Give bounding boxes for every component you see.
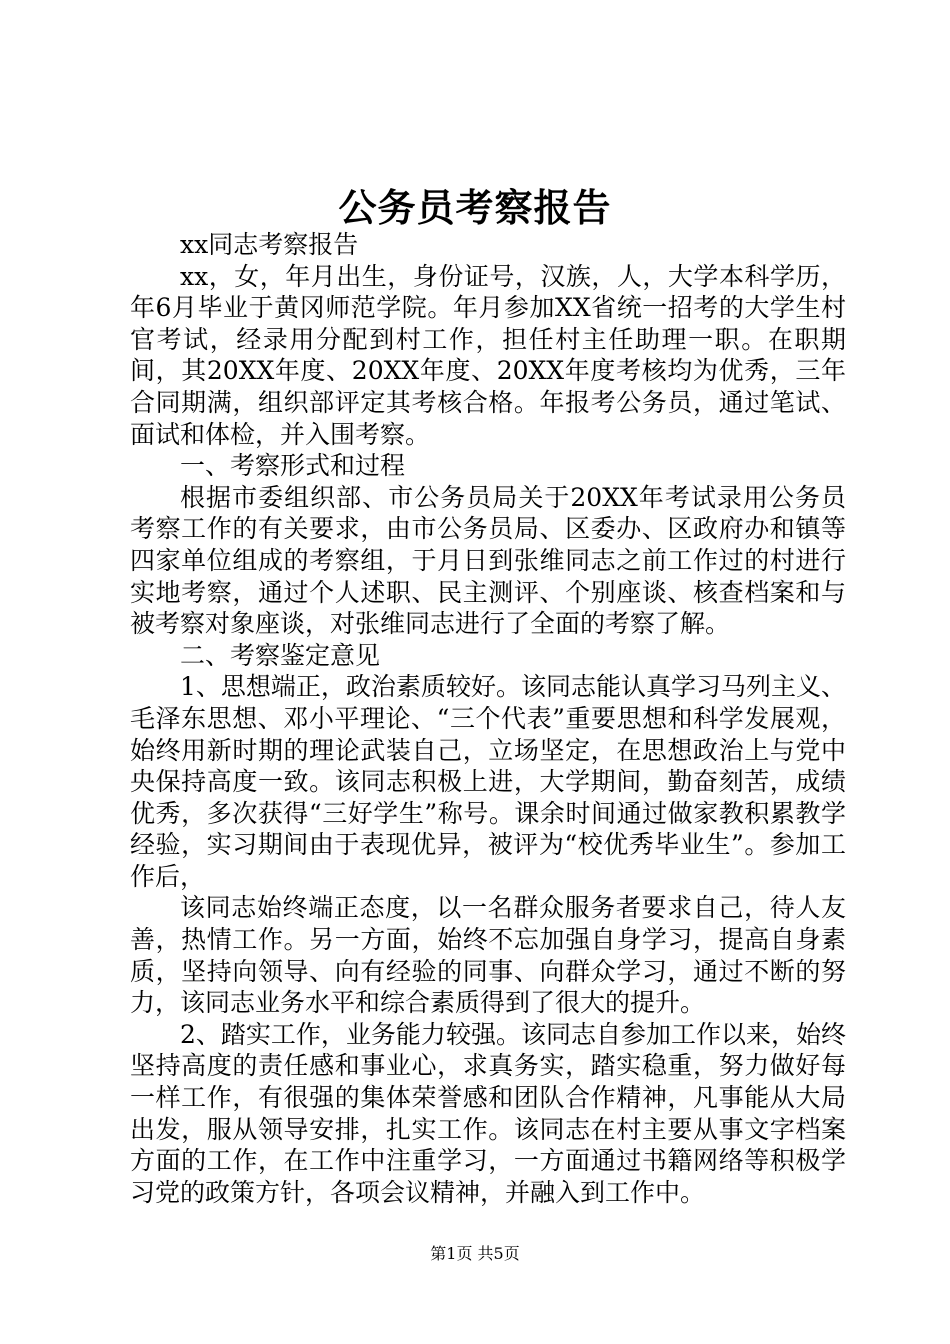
paragraph-form-process: 根据市委组织部、市公务员局关于20XX年考试录用公务员考察工作的有关要求，由市公务员局、区委办、区政府办和镇等四家单位组成的考察组，于月日到张维同志之前工作过的村进行实地考察，通过个人述职、民主测评、个别座谈、核查档案和与被考察对象座谈，对张维同志进行了全面的考察了解。 xyxy=(130,482,846,639)
page-number-footer: 第1页 共5页 xyxy=(430,1244,520,1263)
paragraph-appraisal-1-cont: 该同志始终端正态度，以一名群众服务者要求自己，待人友善，热情工作。另一方面，始终不忘加强自身学习，提高自身素质，坚持向领导、向有经验的同事、向群众学习，通过不断的努力，该同志业务水平和综合素质得到了很大的提升。 xyxy=(130,893,846,1018)
paragraph-appraisal-2: 2、踏实工作，业务能力较强。该同志自参加工作以来，始终坚持高度的责任感和事业心，求真务实，踏实稳重，努力做好每一样工作，有很强的集体荣誉感和团队合作精神，凡事能从大局出发，服从领导安排，扎实工作。该同志在村主要从事文字档案方面的工作，在工作中注重学习，一方面通过书籍网络等积极学习党的政策方针，各项会议精神，并融入到工作中。 xyxy=(130,1019,846,1207)
section-heading-appraisal: 二、考察鉴定意见 xyxy=(180,640,381,670)
document-body xyxy=(130,229,846,1208)
report-subtitle: xx同志考察报告 xyxy=(180,230,359,259)
paragraph-basic-info: xx，女，年月出生，身份证号，汉族，人，大学本科学历，年6月毕业于黄冈师范学院。年月参加XX省统一招考的大学生村官考试，经录用分配到村工作，担任村主任助理一职。在职期间，其20XX年度、20XX年度、20XX年度考核均为优秀，三年合同期满，组织部评定其考核合格。年报考公务员，通过笔试、面试和体检，并入围考察。 xyxy=(130,261,846,449)
document-title: 公务员考察报告 xyxy=(338,186,612,230)
section-heading-form-process: 一、考察形式和过程 xyxy=(180,451,406,481)
paragraph-appraisal-1: 1、思想端正，政治素质较好。该同志能认真学习马列主义、毛泽东思想、邓小平理论、“三个代表”重要思想和科学发展观，始终用新时期的理论武装自己，立场坚定，在思想政治上与党中央保持高度一致。该同志积极上进，大学期间，勤奋刻苦，成绩优秀，多次获得“三好学生”称号。课余时间通过做家教积累教学经验，实习期间由于表现优异，被评为“校优秀毕业生”。参加工作后， xyxy=(130,672,846,891)
